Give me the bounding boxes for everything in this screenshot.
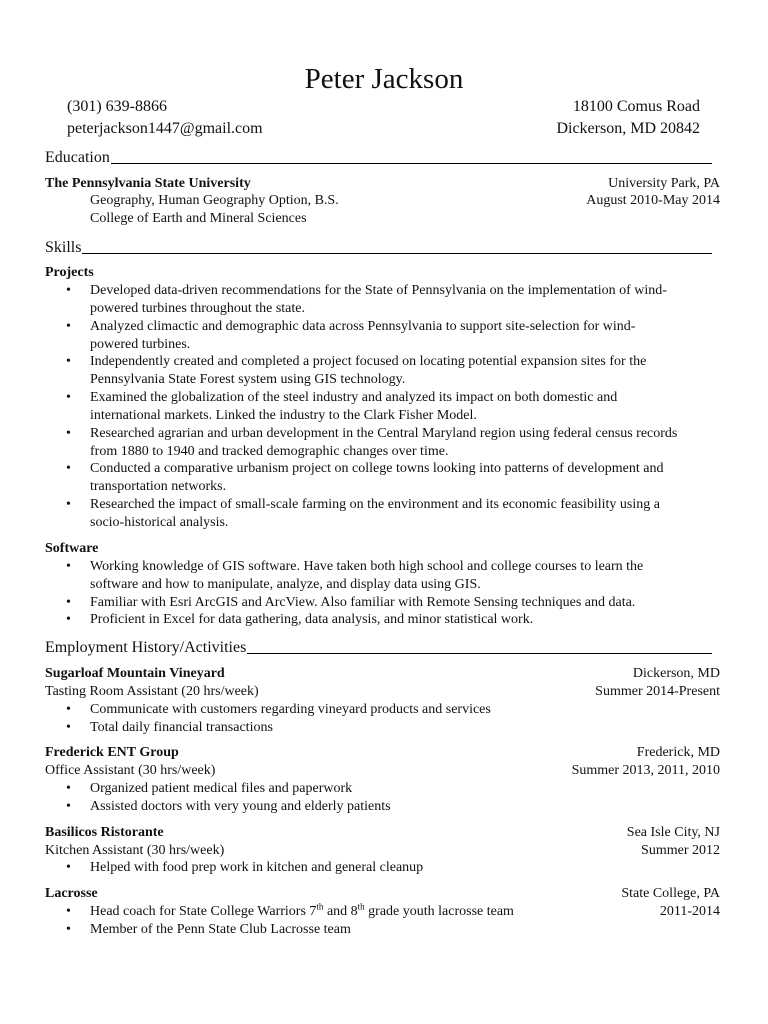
software-line: software and how to manipulate, analyze, and display data using GIS. xyxy=(90,577,481,592)
employment-section-heading xyxy=(45,637,712,657)
activity-header-row xyxy=(45,885,720,903)
project-line: Conducted a comparative urbanism project on college towns looking into patterns of development and xyxy=(90,461,664,476)
skills-heading-label: Skills xyxy=(45,239,82,256)
project-line: from 1880 to 1940 and tracked demographic changes over time. xyxy=(90,444,449,459)
project-line: socio-historical analysis. xyxy=(90,515,229,530)
job-header-row xyxy=(45,744,720,762)
college-name: College of Earth and Mineral Sciences xyxy=(90,211,307,226)
job-location: Frederick, MD xyxy=(636,745,720,760)
bullet-point: • xyxy=(66,559,71,574)
ordinal-suffix: th xyxy=(357,901,365,912)
activity-text: Member of the Penn State Club Lacrosse team xyxy=(90,922,351,937)
candidate-name: Peter Jackson xyxy=(304,63,464,95)
activity-text-part: and 8 xyxy=(323,904,358,919)
school-name: The Pennsylvania State University xyxy=(45,176,251,191)
job-duty-text: Communicate with customers regarding vineyard products and services xyxy=(90,702,491,717)
skills-section-heading xyxy=(45,237,712,257)
education-school-row xyxy=(45,175,720,193)
job-duty-text: Total daily financial transactions xyxy=(90,720,273,735)
employment-heading-label: Employment History/Activities xyxy=(45,639,247,656)
project-line: powered turbines. xyxy=(90,337,191,352)
project-line: Researched the impact of small-scale farming on the environment and its economic feasibility using a xyxy=(90,497,660,512)
job-location: Dickerson, MD xyxy=(632,666,720,681)
education-heading-rule xyxy=(111,163,712,164)
bullet-point: • xyxy=(66,799,71,814)
activity-text-part: Head coach for State College Warriors 7 xyxy=(90,904,317,919)
software-line: Proficient in Excel for data gathering, data analysis, and minor statistical work. xyxy=(90,612,534,627)
bullet-point: • xyxy=(66,922,71,937)
city-state-zip: Dickerson, MD 20842 xyxy=(556,120,700,137)
software-line: Familiar with Esri ArcGIS and ArcView. Also familiar with Remote Sensing techniques and data. xyxy=(90,595,636,610)
job-dates: Summer 2013, 2011, 2010 xyxy=(571,763,720,778)
bullet-point: • xyxy=(66,426,71,441)
job-organization: Sugarloaf Mountain Vineyard xyxy=(45,666,225,681)
software-line: Working knowledge of GIS software. Have taken both high school and college courses to learn the xyxy=(90,559,644,574)
bullet-point: • xyxy=(66,461,71,476)
education-heading-label: Education xyxy=(45,149,110,166)
job-role: Office Assistant (30 hrs/week) xyxy=(45,763,216,778)
education-degree-row xyxy=(45,192,720,210)
bullet-point: • xyxy=(66,390,71,405)
job-duty-text: Organized patient medical files and paperwork xyxy=(90,781,353,796)
skills-heading-rule xyxy=(82,253,712,254)
bullet-point: • xyxy=(66,283,71,298)
education-dates: August 2010-May 2014 xyxy=(586,193,720,208)
job-duty-text: Assisted doctors with very young and elderly patients xyxy=(90,799,391,814)
software-subheading: Software xyxy=(45,541,99,556)
project-line: transportation networks. xyxy=(90,479,227,494)
project-line: powered turbines throughout the state. xyxy=(90,301,306,316)
ordinal-suffix: th xyxy=(316,901,324,912)
phone-number: (301) 639-8866 xyxy=(67,98,167,115)
bullet-point: • xyxy=(66,595,71,610)
job-role: Kitchen Assistant (30 hrs/week) xyxy=(45,843,225,858)
bullet-point: • xyxy=(66,860,71,875)
activity-location: State College, PA xyxy=(621,886,720,901)
employment-heading-rule xyxy=(247,653,712,654)
street-address: 18100 Comus Road xyxy=(572,98,700,115)
education-section-heading xyxy=(45,147,712,167)
bullet-point: • xyxy=(66,702,71,717)
projects-subheading: Projects xyxy=(45,265,94,280)
job-header-row xyxy=(45,824,720,842)
email-address: peterjackson1447@gmail.com xyxy=(67,120,263,137)
bullet-point: • xyxy=(66,612,71,627)
project-line: Analyzed climactic and demographic data across Pennsylvania to support site-selection for wind- xyxy=(90,319,636,334)
job-header-row xyxy=(45,665,720,683)
project-line: Developed data-driven recommendations for the State of Pennsylvania on the implementation of wind- xyxy=(90,283,667,298)
project-line: Examined the globalization of the steel industry and analyzed its impact on both domestic and xyxy=(90,390,618,405)
job-role-row xyxy=(45,842,720,860)
bullet-point: • xyxy=(66,354,71,369)
job-role-row xyxy=(45,762,720,780)
bullet-point: • xyxy=(66,319,71,334)
job-role: Tasting Room Assistant (20 hrs/week) xyxy=(45,684,259,699)
job-duty-text: Helped with food prep work in kitchen and general cleanup xyxy=(90,860,424,875)
job-dates: Summer 2012 xyxy=(641,843,720,858)
degree: Geography, Human Geography Option, B.S. xyxy=(90,193,339,208)
bullet-point: • xyxy=(66,781,71,796)
project-line: Independently created and completed a project focused on locating potential expansion sites for the xyxy=(90,354,647,369)
activity-dates: 2011-2014 xyxy=(659,904,720,919)
activity-dates-row xyxy=(45,903,720,921)
activity-text-part: grade youth lacrosse team xyxy=(364,904,514,919)
job-dates: Summer 2014-Present xyxy=(595,684,720,699)
job-organization: Basilicos Ristorante xyxy=(45,825,164,840)
bullet-point: • xyxy=(66,720,71,735)
project-line: Researched agrarian and urban development in the Central Maryland region using federal census records xyxy=(90,426,678,441)
bullet-point: • xyxy=(66,497,71,512)
project-line: international markets. Linked the industry to the Clark Fisher Model. xyxy=(90,408,477,423)
job-role-row xyxy=(45,683,720,701)
job-organization: Frederick ENT Group xyxy=(45,745,179,760)
job-location: Sea Isle City, NJ xyxy=(626,825,720,840)
school-location: University Park, PA xyxy=(608,176,720,191)
activity-name: Lacrosse xyxy=(45,886,98,901)
bullet-point: • xyxy=(66,904,71,919)
project-line: Pennsylvania State Forest system using GIS technology. xyxy=(90,372,406,387)
